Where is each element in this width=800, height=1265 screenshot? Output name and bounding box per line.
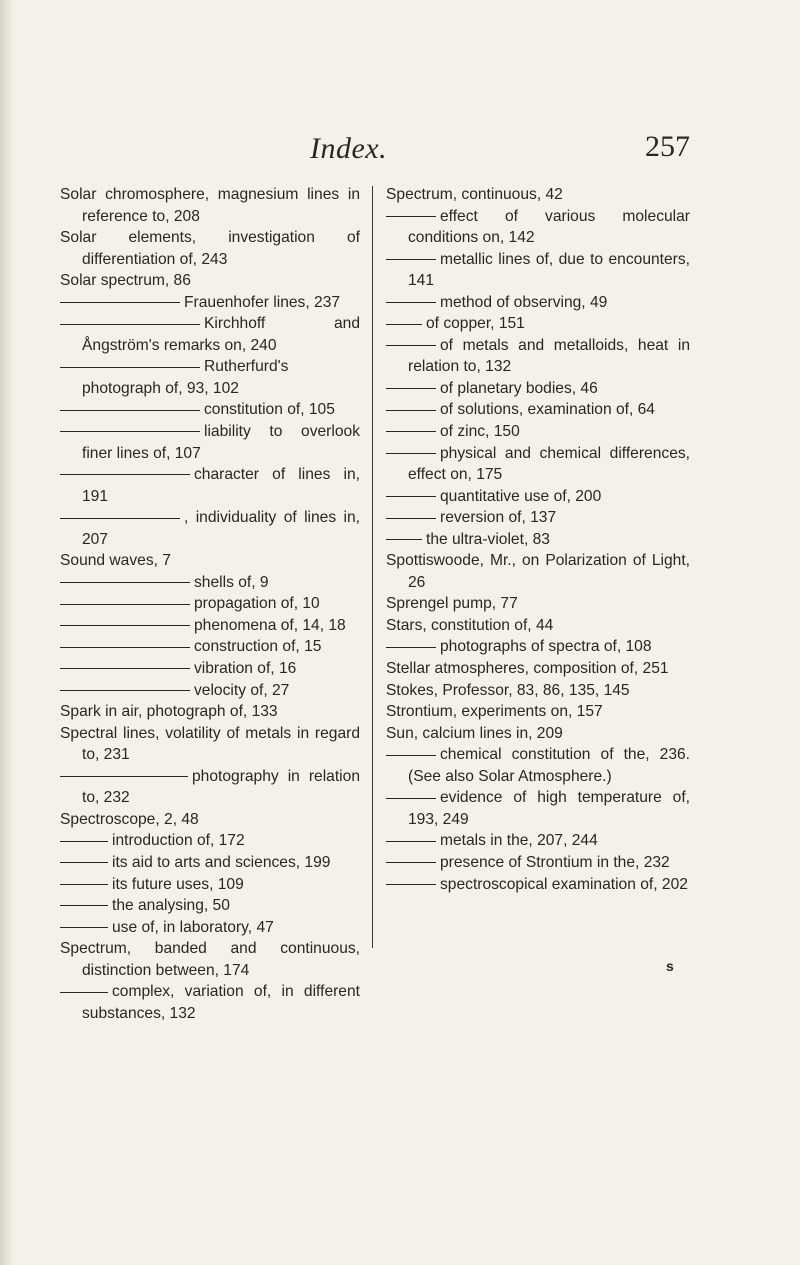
index-entry [386,615,690,637]
ditto-dash [60,992,108,993]
index-entry-text: Spectrum, continuous, 42 [386,186,563,203]
ditto-dash [386,798,436,799]
ditto-dash [60,474,190,475]
index-entry [60,593,360,615]
index-entry-text: velocity of, 27 [194,681,290,699]
index-entry [386,787,690,830]
ditto-dash [386,345,436,346]
index-entry-text: of zinc, 150 [440,423,520,441]
ditto-dash [60,841,108,842]
index-entry [386,421,690,443]
index-entry-text: phenomena of, 14, 18 [194,616,346,634]
index-entry-text: effect of various molecular conditions on, 142 [408,207,690,247]
index-entry [386,313,690,335]
index-entry-text: Stokes, Professor, 83, 86, 135, 145 [386,681,630,699]
index-entry-text: vibration of, 16 [194,660,297,678]
ditto-dash [386,884,436,885]
index-entry-text: Solar chromosphere, magnesium lines in reference to, 208 [60,186,360,225]
index-entry-text: liability to overlook finer lines of, 107 [82,423,360,462]
index-entry-text: Spectroscope, 2, 48 [60,810,199,828]
ditto-dash [60,690,190,691]
ditto-dash [60,668,190,669]
ditto-dash [60,302,180,303]
ditto-dash [386,841,436,842]
index-entry [60,874,360,896]
index-entry-text: Kirchhoff and Ångström's remarks on, 240 [82,315,360,354]
ditto-dash [60,905,108,906]
index-entry-text: construction of, 15 [194,638,322,656]
index-entry-text: constitution of, 105 [204,401,335,419]
page-edge-shadow [0,0,14,1265]
ditto-dash [386,388,436,389]
index-entry-text: character of lines in, 191 [82,466,360,505]
ditto-dash [386,302,436,303]
index-entry-text: Spectrum, banded and continuous, distinction between, 174 [60,940,360,979]
index-entry-text: shells of, 9 [194,573,269,591]
ditto-dash [386,647,436,648]
index-entry [60,227,360,270]
index-entry [60,766,360,809]
index-entry [386,335,690,378]
index-entry-text: Sound waves, 7 [60,552,171,570]
index-column-left [60,184,360,1024]
index-entry-text: of planetary bodies, 46 [440,379,598,397]
index-entry [60,292,360,314]
ditto-dash [60,647,190,648]
ditto-dash [386,539,422,540]
ditto-dash [386,324,422,325]
index-entry-text: Strontium, experiments on, 157 [386,703,603,721]
index-entry-text: of metals and metalloids, heat in relation to, 132 [408,336,690,376]
index-entry [60,356,360,399]
index-entry [60,852,360,874]
ditto-dash [60,776,188,777]
ditto-dash [60,604,190,605]
index-entry [60,421,360,464]
index-entry-text: Solar elements, investigation of differentiation of, 243 [60,229,360,268]
index-entry [386,206,690,249]
index-entry [386,550,690,593]
index-entry-text: Sprengel pump, 77 [386,595,518,613]
index-entry-text: complex, variation of, in different substances, 132 [82,983,360,1022]
index-entry [386,249,690,292]
ditto-dash [60,431,200,432]
ditto-dash [386,518,436,519]
ditto-dash [386,496,436,497]
index-entry [386,874,690,896]
ditto-dash [60,582,190,583]
index-entry [60,184,360,227]
index-entry [60,399,360,421]
index-entry [60,723,360,766]
index-entry [60,981,360,1024]
ditto-dash [60,927,108,928]
index-entry-text: the analysing, 50 [112,897,230,915]
index-entry [60,658,360,680]
index-entry-text: Rutherfurd's photograph of, 93, 102 [82,358,289,397]
index-entry [386,852,690,874]
index-entry-text: quantitative use of, 200 [440,487,602,505]
index-entry-text: of solutions, examination of, 64 [440,401,655,419]
ditto-dash [60,324,200,325]
index-entry-text: Solar spectrum, 86 [60,272,191,290]
index-entry-text: method of observing, 49 [440,293,608,311]
ditto-dash [386,431,436,432]
index-entry [60,615,360,637]
ditto-dash [60,518,180,519]
index-entry [386,184,690,206]
index-entry-text: Stars, constitution of, 44 [386,616,554,634]
index-entry-text: evidence of high temperature of, 193, 249 [408,789,690,828]
index-entry [386,443,690,486]
index-entry [60,313,360,356]
index-entry [386,529,690,551]
index-entry [386,486,690,508]
index-entry [386,593,690,615]
ditto-dash [386,755,436,756]
index-column-right [386,184,690,895]
ditto-dash [386,259,436,260]
ditto-dash [386,410,436,411]
index-entry [386,636,690,658]
index-entry [60,270,360,292]
index-entry [60,809,360,831]
index-entry-text: photography in relation to, 232 [82,767,360,807]
index-entry [60,464,360,507]
ditto-dash [60,884,108,885]
ditto-dash [386,453,436,454]
index-entry-text: Stellar atmospheres, composition of, 251 [386,660,669,678]
index-entry [60,550,360,572]
index-entry [60,917,360,939]
index-entry-text: Spark in air, photograph of, 133 [60,703,278,721]
index-entry-text: its aid to arts and sciences, 199 [112,853,331,871]
index-entry [60,895,360,917]
index-entry-text: introduction of, 172 [112,832,245,850]
index-entry [60,507,360,550]
index-entry-text: Spectral lines, volatility of metals in regard to, 231 [60,724,360,764]
index-entry [60,572,360,594]
index-entry [60,680,360,702]
index-entry [386,378,690,400]
index-entry [60,830,360,852]
index-entry-text: Frauenhofer lines, 237 [184,293,341,311]
index-entry-text: propagation of, 10 [194,595,320,613]
index-entry-text: chemical constitution of the, 236. (See also Solar Atmosphere.) [408,746,690,785]
index-entry [386,723,690,745]
index-entry-text: presence of Strontium in the, 232 [440,853,670,871]
index-entry-text: , individuality of lines in, 207 [82,509,360,548]
ditto-dash [60,625,190,626]
index-entry-text: Sun, calcium lines in, 209 [386,724,563,742]
index-entry [386,744,690,787]
index-entry-text: photographs of spectra of, 108 [440,638,652,656]
column-divider [372,186,373,948]
index-entry-text: reversion of, 137 [440,509,557,527]
index-entry-text: metals in the, 207, 244 [440,832,598,850]
index-entry [60,701,360,723]
ditto-dash [60,862,108,863]
index-entry [386,701,690,723]
index-entry [60,938,360,981]
index-entry [386,680,690,702]
header-title: Index. [310,132,388,165]
ditto-dash [386,216,436,217]
index-entry-text: its future uses, 109 [112,875,244,893]
index-entry-text: physical and chemical differences, effect on, 175 [408,444,690,484]
running-header [160,132,690,172]
index-entry [386,292,690,314]
ditto-dash [60,410,200,411]
index-entry [386,507,690,529]
index-entry-text: spectroscopical examination of, 202 [440,875,688,893]
index-entry-text: Spottiswoode, Mr., on Polarization of Light, 26 [386,552,690,591]
page-number: 257 [645,130,690,163]
index-entry [386,830,690,852]
index-entry-text: the ultra-violet, 83 [426,530,550,548]
ditto-dash [386,862,436,863]
index-entry-text: of copper, 151 [426,315,525,333]
index-entry [60,636,360,658]
index-entry [386,399,690,421]
signature-mark: s [666,958,674,974]
ditto-dash [60,367,200,368]
index-entry-text: metallic lines of, due to encounters, 141 [408,250,690,290]
index-entry [386,658,690,680]
index-entry-text: use of, in laboratory, 47 [112,918,274,936]
